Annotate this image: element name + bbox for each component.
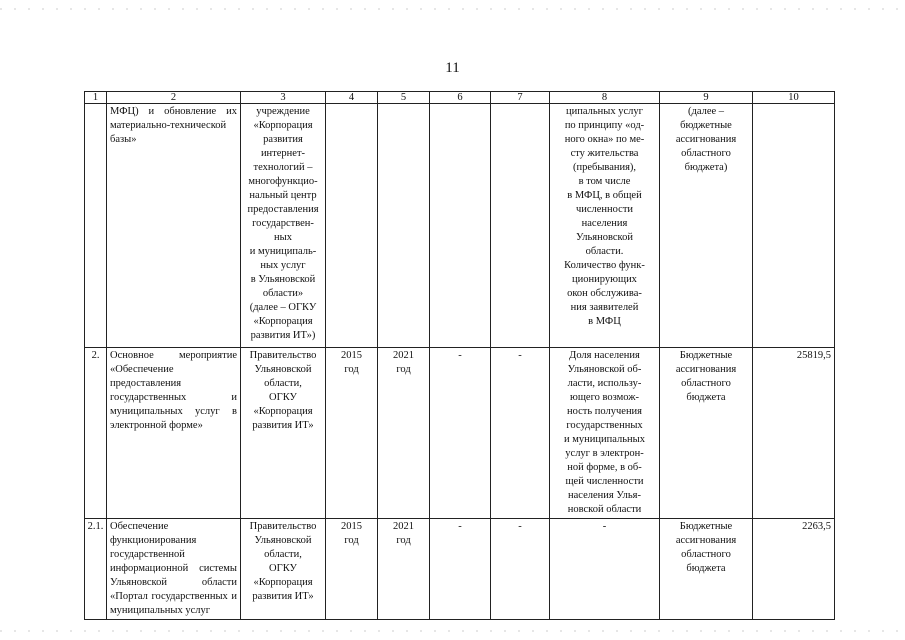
funding-amount: 2263,5: [753, 519, 835, 620]
funding-amount: [753, 104, 835, 348]
start-year: 2015 год: [326, 519, 378, 620]
page-number: 11: [445, 60, 460, 76]
target-indicator: -: [550, 519, 660, 620]
measure-name: МФЦ) и обновление их материально-технической базы»: [107, 104, 241, 348]
end-year: [378, 104, 430, 348]
funding-source: Бюджетные ассигнования областного бюджета: [660, 519, 753, 620]
measure-name: Обеспечение функционирования государственной информационной системы Ульяновской области «Портал государственных и муниципальных услуг: [107, 519, 241, 620]
start-year: 2015 год: [326, 348, 378, 519]
target-indicator: ципальных услуг по принципу «од- ного окна» по ме- сту жительства (пребывания), в том числе в МФЦ, в общей численности населения Ульяновской области. Количество функ- ционирующих окон обслужива- ния заявителей в МФЦ: [550, 104, 660, 348]
column-header: 1: [85, 92, 107, 104]
executor: учреждение «Корпорация развития интернет- технологий – многофункцио- нальный центр предоставления государствен- ных и муниципаль- ных услуг в Ульяновской области» (далее – ОГКУ «Корпорация развития ИТ»): [241, 104, 326, 348]
column-header: 10: [753, 92, 835, 104]
funding-source: Бюджетные ассигнования областного бюджета: [660, 348, 753, 519]
funding-amount: 25819,5: [753, 348, 835, 519]
column-7-value: -: [491, 519, 550, 620]
column-header: 6: [430, 92, 491, 104]
column-header: 5: [378, 92, 430, 104]
end-year: 2021 год: [378, 348, 430, 519]
table-row: [85, 104, 835, 348]
measure-name: Основное мероприятие «Обеспечение предоставления государственных и муниципальных услуг в электронной форме»: [107, 348, 241, 519]
column-header: 4: [326, 92, 378, 104]
column-6-value: [430, 104, 491, 348]
row-number: 2.1.: [85, 519, 107, 620]
column-6-value: -: [430, 348, 491, 519]
end-year: 2021 год: [378, 519, 430, 620]
column-header: 7: [491, 92, 550, 104]
column-header: 2: [107, 92, 241, 104]
executor: Правительство Ульяновской области, ОГКУ «Корпорация развития ИТ»: [241, 519, 326, 620]
row-number: 2.: [85, 348, 107, 519]
column-6-value: -: [430, 519, 491, 620]
column-header: 3: [241, 92, 326, 104]
column-header: 9: [660, 92, 753, 104]
row-number: [85, 104, 107, 348]
scan-artifact-bottom: [0, 630, 905, 632]
scan-artifact-top: [0, 8, 905, 10]
executor: Правительство Ульяновской области, ОГКУ «Корпорация развития ИТ»: [241, 348, 326, 519]
column-7-value: [491, 104, 550, 348]
target-indicator: Доля населения Ульяновской об- ласти, использу- ющего возмож- ность получения государственных и муниципальных услуг в электрон- ной форме, в об- щей численности населения Улья- новской области: [550, 348, 660, 519]
funding-source: (далее – бюджетные ассигнования областного бюджета): [660, 104, 753, 348]
column-7-value: -: [491, 348, 550, 519]
table-row: [85, 348, 835, 519]
column-header: 8: [550, 92, 660, 104]
start-year: [326, 104, 378, 348]
program-measures-table: [84, 91, 835, 620]
column-number-row: [85, 92, 835, 104]
table-row: [85, 519, 835, 620]
